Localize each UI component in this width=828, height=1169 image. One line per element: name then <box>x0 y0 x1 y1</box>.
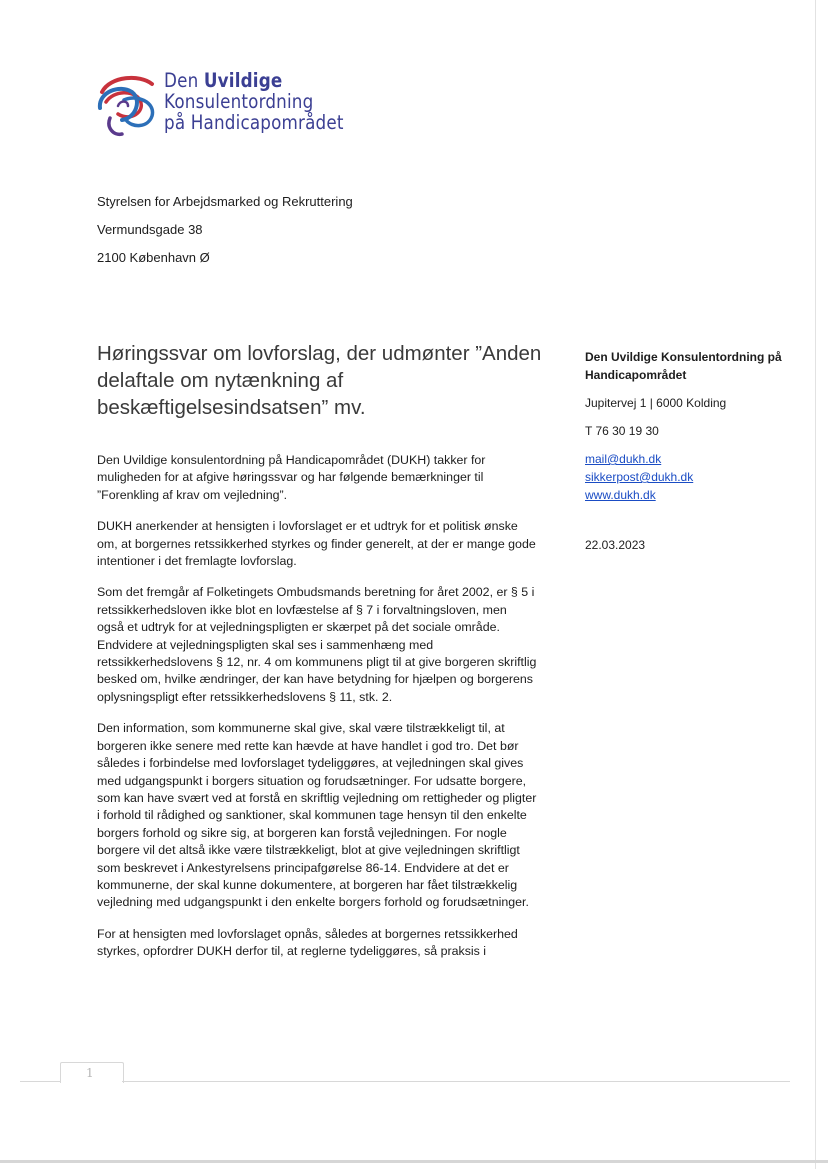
sender-info <box>585 348 785 554</box>
dukh-logo-icon <box>96 72 160 140</box>
recipient-street: Vermundsgade 38 <box>97 222 203 237</box>
page-edge <box>815 0 816 1169</box>
logo-text-bold: Uvildige <box>203 69 283 92</box>
logo-text-prefix: Den <box>164 69 204 92</box>
logo-text-line3: på Handicapområdet <box>164 111 344 134</box>
recipient-name: Styrelsen for Arbejdsmarked og Rekruttering <box>97 194 353 209</box>
body-paragraph: Som det fremgår af Folketingets Ombudsmands beretning for året 2002, er § 5 i retssikkerhedsloven ikke blot en lovfæstelse af § 7 i forvaltningsloven, men også et udtryk for at vejledningspligten er skærpet på det sociale område. Endvidere at vejledningspligten skal ses i sammenhæng med retssikkerhedslovens § 12, nr. 4 om kommunens pligt til at give borgeren skriftlig besked om, hvilke ændringer, der kan have betydning for hjælpen og borgerens oplysningspligt efter retssikkerhedslovens § 11, stk. 2. <box>97 585 537 704</box>
body-paragraph: Den Uvildige konsulentordning på Handicapområdet (DUKH) takker for muligheden for at afgive høringssvar og har følgende bemærkninger til ”Forenkling af krav om vejledning”. <box>97 453 486 502</box>
document-title: Høringssvar om lovforslag, der udmønter ”Anden delaftale om nytænkning af beskæftigelsesindsatsen” mv. <box>97 342 542 419</box>
footer-rule <box>122 1081 790 1082</box>
body-paragraph: For at hensigten med lovforslaget opnås, således at borgernes retssikkerhed styrkes, opfordrer DUKH derfor til, at reglerne tydeliggøres, så praksis i <box>97 926 518 959</box>
letter-body <box>97 452 537 975</box>
email-link[interactable]: mail@dukh.dk <box>585 452 662 466</box>
sender-phone: T 76 30 19 30 <box>585 424 659 438</box>
dukh-logo <box>96 69 344 140</box>
secure-email-link[interactable]: sikkerpost@dukh.dk <box>585 470 694 484</box>
sender-address: Jupitervej 1 | 6000 Kolding <box>585 396 727 410</box>
body-paragraph: DUKH anerkender at hensigten i lovforslaget er et udtryk for et politisk ønske om, at borgernes retssikkerhed styrkes og finder generelt, at der er mange gode intentioner i det fremlagte lovforslag. <box>97 519 536 569</box>
recipient-address <box>97 188 353 272</box>
footer-rule-left <box>20 1081 60 1082</box>
recipient-city: 2100 København Ø <box>97 250 210 265</box>
body-paragraph: Den information, som kommunerne skal give, skal være tilstrækkeligt til, at borgeren ikke senere med rette kan hævde at have handlet i god tro. Det bør således i forbindelse med lovforslaget tydeliggøres, at vejledningen skal gives med udgangspunkt i borgers situation og forudsætninger. For udsatte borgere, som kan have svært ved at forstå en skriftlig vejledning om rettigheder og pligter i forhold til rådighed og sanktioner, skal kommunen tage hensyn til den enkelte borgers forhold og sikre sig, at borgeren kan forstå vejledningen. For nogle borgere vil det altså ikke være tilstrækkeligt, blot at give vejledningen skriftligt som beskrevet i Ankestyrelsens principafgørelse 86-14. Endvidere at det er kommunerne, der skal kunne dokumentere, at borgeren har fået tilstrækkelig vejledning med udgangspunkt i den enkelte borgers forhold og forudsætninger. <box>97 721 537 910</box>
letter-date: 22.03.2023 <box>585 538 646 552</box>
logo-wordmark <box>164 70 373 133</box>
sender-org: Den Uvildige Konsulentordning på Handicapområdet <box>585 350 782 382</box>
website-link[interactable]: www.dukh.dk <box>585 488 656 502</box>
logo-text-line2: Konsulentordning <box>164 90 314 113</box>
page-bottom-edge <box>0 1160 828 1163</box>
page-number: 1 <box>86 1066 94 1080</box>
